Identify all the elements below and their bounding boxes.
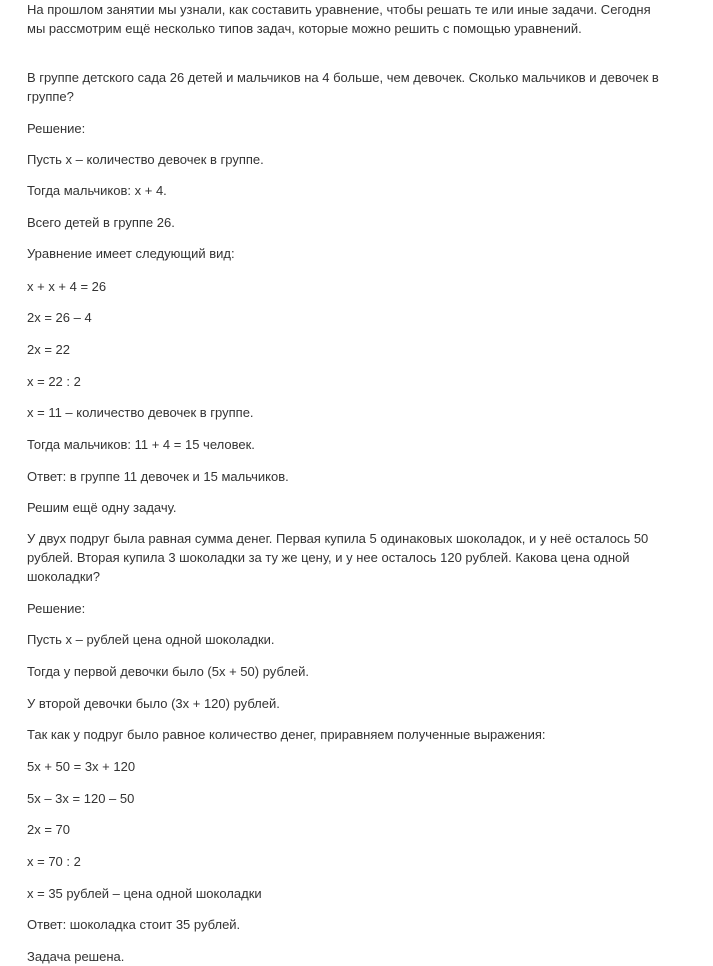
problem1-line: Тогда мальчиков: x + 4. <box>27 183 167 198</box>
problem2-answer: Ответ: шоколадка стоит 35 рублей. <box>27 917 241 932</box>
intro-paragraph: На прошлом занятии мы узнали, как составить уравнение, чтобы решать те или иные задачи. Сегодня мы рассмотрим ещё несколько типов задач, которые можно решить с помощью уравнений. <box>27 2 651 36</box>
problem1-line: Пусть x – количество девочек в группе. <box>27 152 264 167</box>
problem2-line: Пусть x – рублей цена одной шоколадки. <box>27 632 275 647</box>
transition-text: Решим ещё одну задачу. <box>27 500 177 515</box>
problem1-line: Тогда мальчиков: 11 + 4 = 15 человек. <box>27 437 255 452</box>
problem2-equation: x = 35 рублей – цена одной шоколадки <box>27 886 262 901</box>
problem2-equation: 2x = 70 <box>27 822 71 837</box>
problem1-equation: x = 22 : 2 <box>27 374 81 389</box>
problem1-equation: 2x = 22 <box>27 342 71 357</box>
problem2-statement: У двух подруг была равная сумма денег. Первая купила 5 одинаковых шоколадок, и у неё осталось 50 рублей. Вторая купила 3 шоколадки за ту же цену, и у нее осталось 120 рублей. Какова цена одной шоколадки? <box>27 531 649 584</box>
problem1-answer: Ответ: в группе 11 девочек и 15 мальчиков. <box>27 469 289 484</box>
problem1-line: Уравнение имеет следующий вид: <box>27 246 235 261</box>
problem2-line: Тогда у первой девочки было (5x + 50) рублей. <box>27 664 309 679</box>
problem2-equation: 5x + 50 = 3x + 120 <box>27 759 136 774</box>
problem1-solution-label: Решение: <box>27 121 86 136</box>
problem1-equation: 2x = 26 – 4 <box>27 310 92 325</box>
problem2-equation: x = 70 : 2 <box>27 854 81 869</box>
problem2-solution-label: Решение: <box>27 601 86 616</box>
problem1-statement: В группе детского сада 26 детей и мальчиков на 4 больше, чем девочек. Сколько мальчиков и девочек в группе? <box>27 70 659 104</box>
conclusion-text: Задача решена. <box>27 949 125 964</box>
problem1-line: Всего детей в группе 26. <box>27 215 175 230</box>
problem2-equation: 5x – 3x = 120 – 50 <box>27 791 135 806</box>
problem2-line: У второй девочки было (3x + 120) рублей. <box>27 696 280 711</box>
problem1-equation: x = 11 – количество девочек в группе. <box>27 405 254 420</box>
problem1-equation: x + x + 4 = 26 <box>27 279 107 294</box>
problem2-line: Так как у подруг было равное количество денег, приравняем полученные выражения: <box>27 727 546 742</box>
